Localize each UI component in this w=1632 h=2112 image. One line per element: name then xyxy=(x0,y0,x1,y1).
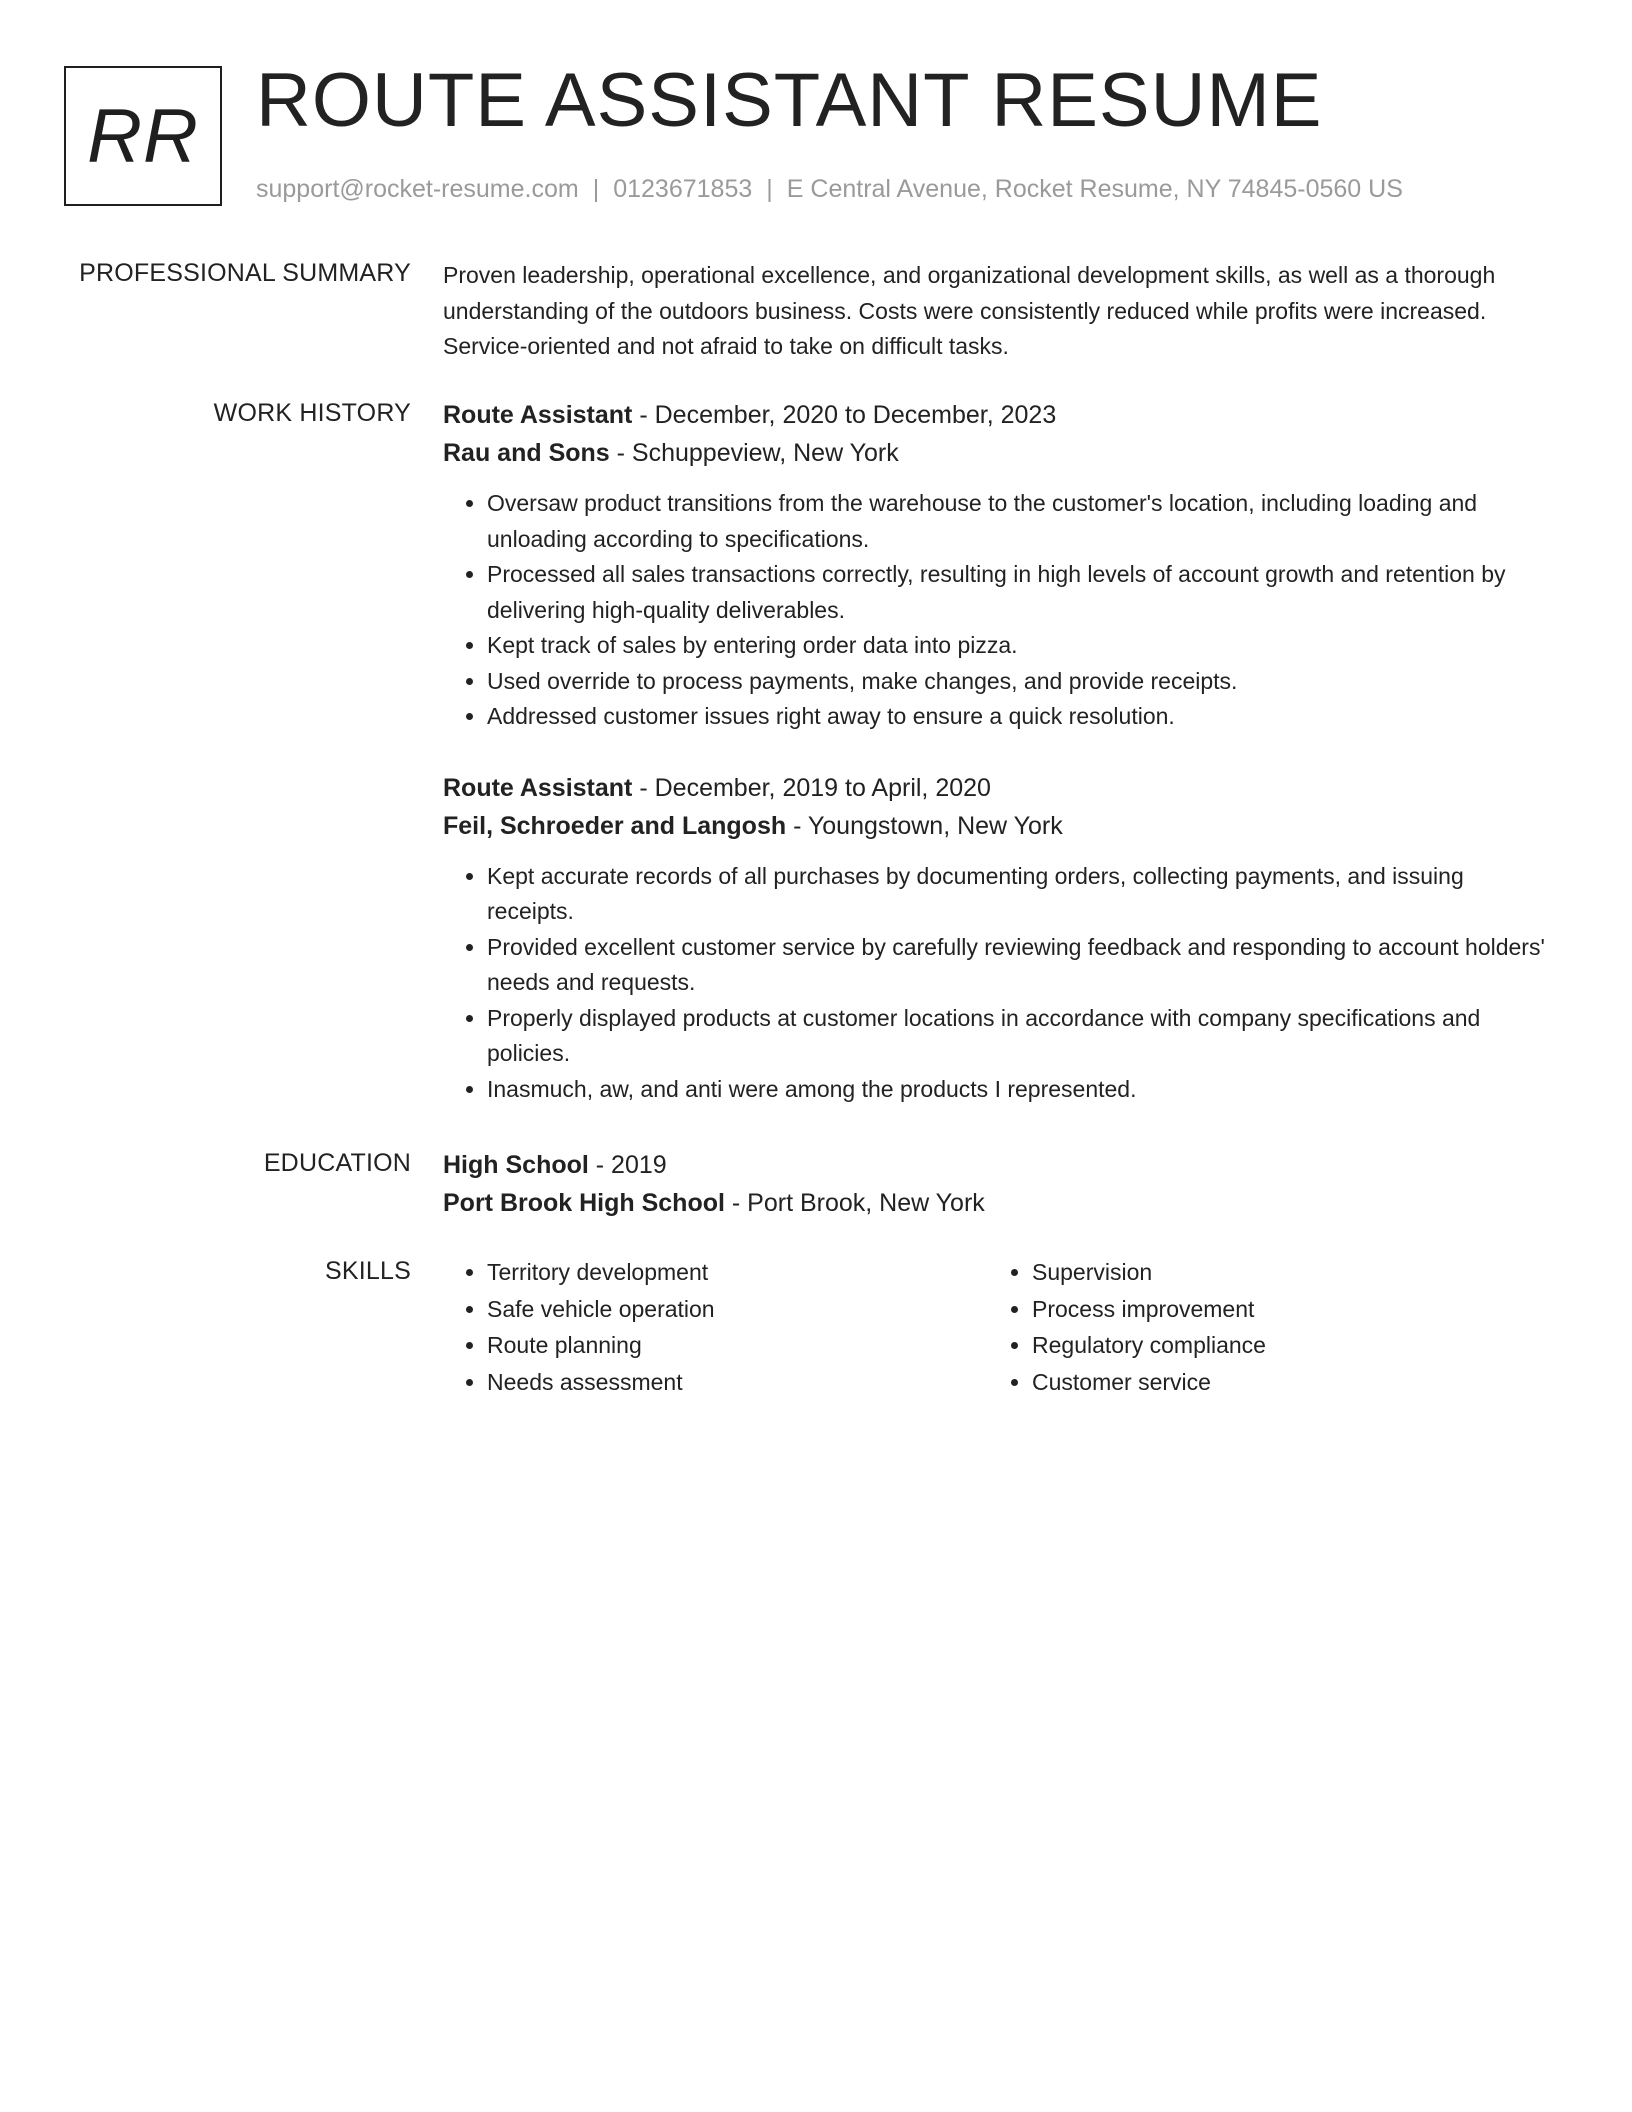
resume-title: ROUTE ASSISTANT RESUME xyxy=(256,58,1323,143)
skill-item: • Needs assessment xyxy=(487,1364,988,1401)
job-bullet: • Properly displayed products at customer locations in accordance with company specifications and policies. xyxy=(487,1001,1555,1072)
education-year: - 2019 xyxy=(588,1151,667,1179)
job-bullet: • Used override to process payments, make changes, and provide receipts. xyxy=(487,664,1555,700)
job-title-line xyxy=(443,769,1555,807)
education-degree-line xyxy=(443,1146,1555,1184)
monogram-initials: RR xyxy=(87,93,199,179)
contact-line xyxy=(256,172,1403,206)
job-bullet: • Kept accurate records of all purchases by documenting orders, collecting payments, and issuing receipts. xyxy=(487,859,1555,930)
job-bullet: • Addressed customer issues right away to ensure a quick resolution. xyxy=(487,699,1555,735)
summary-text: Proven leadership, operational excellence, and organizational development skills, as well as a thorough understanding of the outdoors business. Costs were consistently reduced while profits were increased. Service-oriented and not afraid to take on difficult tasks. xyxy=(443,262,1496,359)
skills-list xyxy=(988,1254,1533,1400)
job-dates: - December, 2020 to December, 2023 xyxy=(632,401,1057,429)
job-company: Feil, Schroeder and Langosh xyxy=(443,811,787,840)
skills-columns xyxy=(443,1254,1555,1400)
work-history-body xyxy=(443,396,1555,1107)
contact-separator: | xyxy=(592,175,600,203)
education-school: Port Brook High School xyxy=(443,1189,725,1217)
job-bullet: • Oversaw product transitions from the warehouse to the customer's location, including loading and unloading according to specifications. xyxy=(487,486,1555,557)
job-bullets xyxy=(443,859,1555,1108)
skill-item: • Supervision xyxy=(1032,1254,1533,1291)
skills-column-right xyxy=(988,1254,1533,1400)
job-dates: - December, 2019 to April, 2020 xyxy=(632,773,991,802)
job-bullet: • Inasmuch, aw, and anti were among the products I represented. xyxy=(487,1072,1555,1108)
contact-email: support@rocket-resume.com xyxy=(256,175,579,203)
skills-list xyxy=(443,1254,988,1400)
job-entry xyxy=(443,769,1555,1108)
job-location: - Youngstown, New York xyxy=(786,811,1063,840)
job-bullet: • Processed all sales transactions correctly, resulting in high levels of account growth and retention by delivering high-quality deliverables. xyxy=(487,557,1555,628)
job-company: Rau and Sons xyxy=(443,439,610,467)
section-label-skills: SKILLS xyxy=(325,1257,411,1285)
section-label-work-history: WORK HISTORY xyxy=(213,399,411,427)
job-entry xyxy=(443,396,1555,735)
section-label-education: EDUCATION xyxy=(263,1149,411,1177)
education-location: - Port Brook, New York xyxy=(724,1189,985,1217)
education-school-line xyxy=(443,1184,1555,1222)
skill-item: • Process improvement xyxy=(1032,1291,1533,1328)
job-title-line xyxy=(443,396,1555,434)
education-degree: High School xyxy=(443,1151,589,1179)
job-title: Route Assistant xyxy=(443,773,633,802)
contact-address: E Central Avenue, Rocket Resume, NY 74845-0560 US xyxy=(786,175,1403,203)
summary-body xyxy=(443,258,1555,365)
skill-item: • Regulatory compliance xyxy=(1032,1327,1533,1364)
skill-item: • Customer service xyxy=(1032,1364,1533,1401)
section-label-summary: PROFESSIONAL SUMMARY xyxy=(79,259,411,287)
education-body xyxy=(443,1146,1555,1222)
contact-phone: 0123671853 xyxy=(613,175,753,203)
contact-separator: | xyxy=(766,175,773,203)
job-bullet: • Kept track of sales by entering order data into pizza. xyxy=(487,628,1555,664)
job-title: Route Assistant xyxy=(443,401,633,429)
skill-item: • Safe vehicle operation xyxy=(487,1291,988,1328)
skill-item: • Route planning xyxy=(487,1327,988,1364)
skills-body xyxy=(443,1254,1555,1400)
monogram-box xyxy=(64,66,222,206)
job-company-line xyxy=(443,434,1555,472)
job-location: - Schuppeview, New York xyxy=(609,439,899,467)
skills-column-left xyxy=(443,1254,988,1400)
job-bullet: • Provided excellent customer service by carefully reviewing feedback and responding to account holders' needs and requests. xyxy=(487,930,1555,1001)
job-company-line xyxy=(443,807,1555,845)
job-bullets xyxy=(443,486,1555,735)
skill-item: • Territory development xyxy=(487,1254,988,1291)
